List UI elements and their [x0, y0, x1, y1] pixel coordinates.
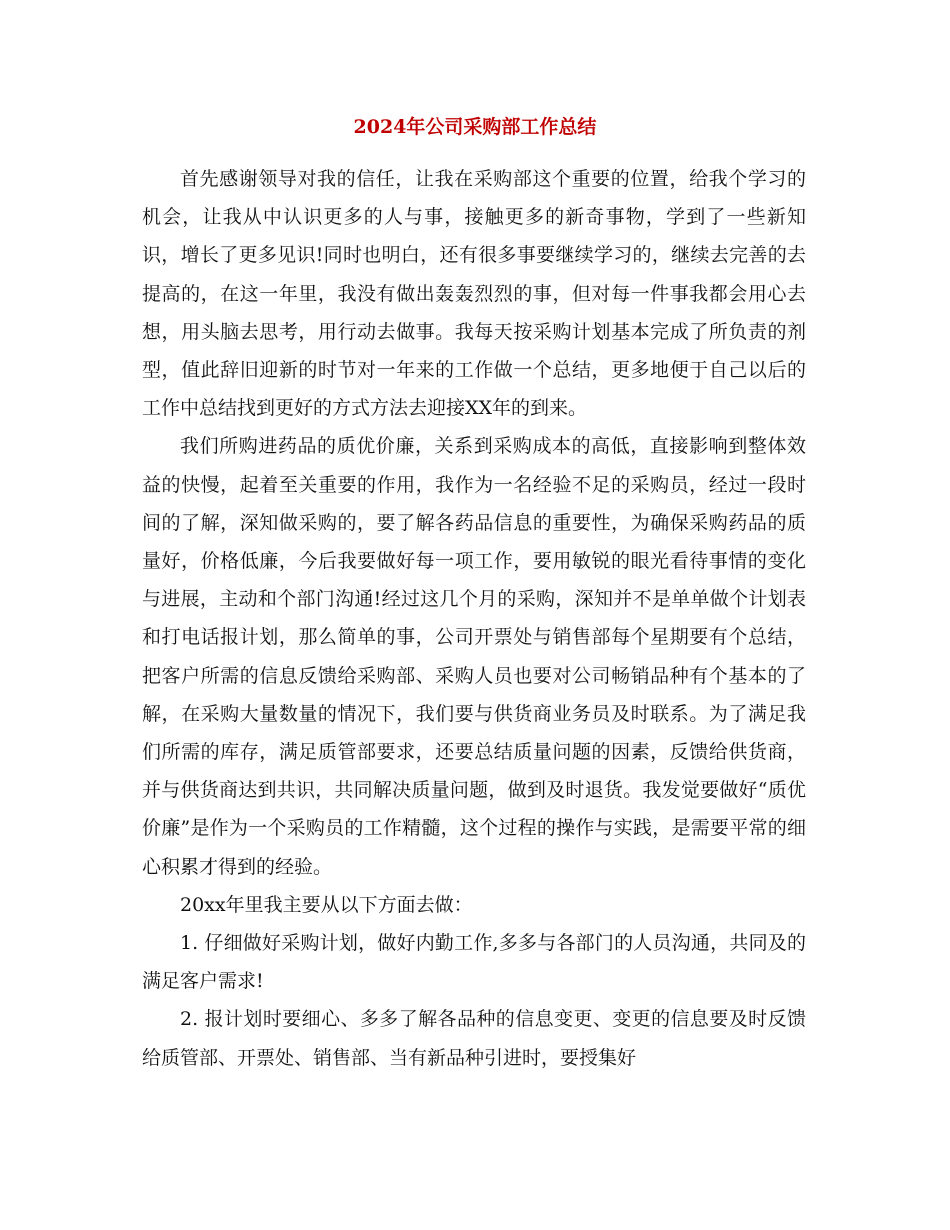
paragraph: 20xx年里我主要从以下方面去做： — [180, 893, 473, 916]
document-body — [142, 160, 806, 1077]
paragraph: 首先感谢领导对我的信任，让我在采购部这个重要的位置，给我个学习的机会，让我从中认识更多的人与事，接触更多的新奇事物，学到了一些新知识，增长了更多见识!同时也明白，还有很多事要继续学习的，继续去完善的去提高的，在这一年里，我没有做出轰轰烈烈的事，但对每一件事我都会用心去想，用头脑去思考，用行动去做事。我每天按采购计划基本完成了所负责的剂型，值此辞旧迎新的时节对一年来的工作做一个总结，更多地便于自己以后的工作中总结找到更好的方式方法去迎接XX年的到来。 — [142, 168, 806, 420]
list-item: 2. 报计划时要细心、多多了解各品种的信息变更、变更的信息要及时反馈给质管部、开票处、销售部、当有新品种引进时，要授集好 — [142, 1008, 806, 1069]
list-item: 1. 仔细做好采购计划，做好内勤工作,多多与各部门的人员沟通，共同及的满足客户需求! — [142, 932, 806, 993]
document-title: 2024年公司采购部工作总结 — [353, 116, 597, 138]
paragraph: 我们所购进药品的质优价廉，关系到采购成本的高低，直接影响到整体效益的快慢，起着至关重要的作用，我作为一名经验不足的采购员，经过一段时间的了解，深知做采购的，要了解各药品信息的重要性，为确保采购药品的质量好，价格低廉，今后我要做好每一项工作，要用敏锐的眼光看待事情的变化与进展，主动和个部门沟通!经过这几个月的采购，深知并不是单单做个计划表和打电话报计划，那么简单的事，公司开票处与销售部每个星期要有个总结，把客户所需的信息反馈给采购部、采购人员也要对公司畅销品种有个基本的了解，在采购大量数量的情况下，我们要与供货商业务员及时联系。为了满足我们所需的库存，满足质管部要求，还要总结质量问题的因素，反馈给供货商，并与供货商达到共识，共同解决质量问题，做到及时退货。我发觉要做好“质优价廉”是作为一个采购员的工作精髓，这个过程的操作与实践，是需要平常的细心积累才得到的经验。 — [142, 435, 806, 878]
